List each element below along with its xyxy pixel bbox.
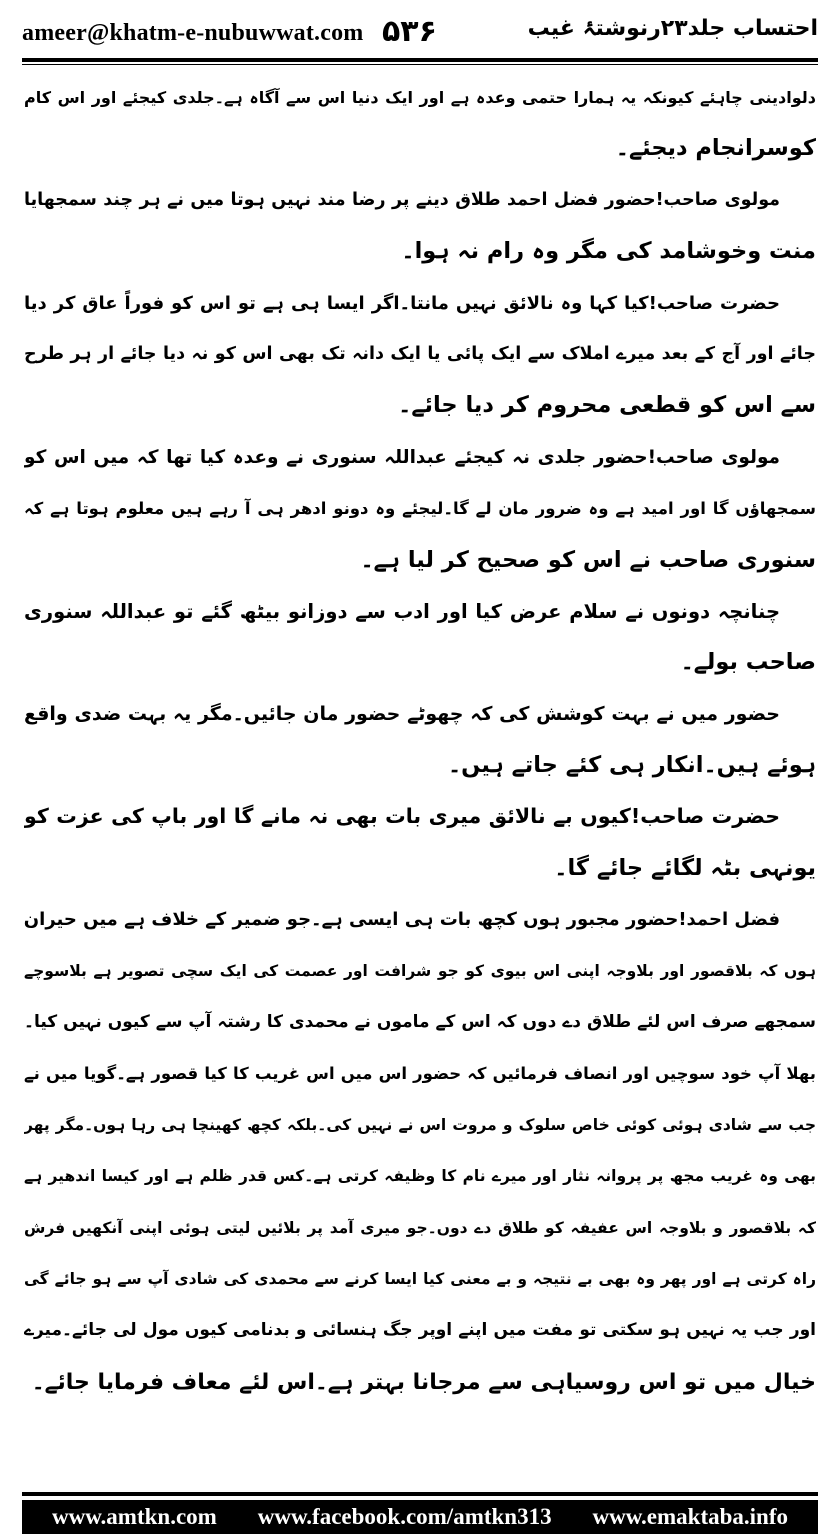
- text-line: راہ کرتی ہے اور پھر وہ بھی بے نتیجہ و بے معنی کیا ایسا کرنے سے محمدی کی شادی آپ سے ہو جائے گی: [24, 1269, 816, 1288]
- text-line: اور جب یہ نہیں ہو سکتی تو مفت میں اپنے اوپر جگ ہنسائی و بدنامی کیوں مول لی جائے۔میرے: [24, 1320, 816, 1341]
- text-line: خیال میں تو اس روسیاہی سے مرجانا بہتر ہے۔اس لئے معاف فرمایا جائے۔: [31, 1369, 816, 1395]
- text-line: صاحب بولے۔: [680, 649, 816, 676]
- text-line: چنانچہ دونوں نے سلام عرض کیا اور ادب سے دوزانو بیٹھ گئے تو عبداللہ سنوری: [24, 599, 780, 623]
- footer-rule: [22, 1492, 818, 1496]
- text-line: سنوری صاحب نے اس کو صحیح کر لیا ہے۔: [360, 546, 816, 573]
- footer-link-facebook[interactable]: www.facebook.com/amtkn313: [257, 1504, 552, 1529]
- header-email[interactable]: ameer@khatm-e-nubuwwat.com: [22, 20, 364, 46]
- text-line: کہ بلاقصور و بلاوجہ اس عفیفہ کو طلاق دے دوں۔جو میری آمد پر بلائیں لیتی ہوئی اپنی آنکھیں فرش: [24, 1218, 816, 1237]
- text-line: سمجھاؤں گا اور امید ہے وہ ضرور مان لے گا۔لیجئے وہ دونو ادھر ہی آ رہے ہیں معلوم ہوتا ہے کہ: [24, 499, 816, 519]
- text-line: ہوں کہ بلاقصور اور بلاوجہ اپنی اس بیوی کو جو شرافت اور عصمت کی ایک سچی تصویر ہے بلاسوچے: [24, 961, 816, 980]
- text-line: بھی وہ غریب مجھ پر پروانہ نثار اور میرے نام کا وظیفہ کرتی ہے۔کس قدر ظلم ہے اور کیسا اندھیر ہے: [24, 1167, 816, 1186]
- text-line: حضرت صاحب!کیا کہا وہ نالائق نہیں مانتا۔اگر ایسا ہی ہے تو اس کو فوراً عاق کر دیا: [24, 292, 780, 314]
- text-line: یونہی بٹہ لگائے جائے گا۔: [554, 854, 816, 881]
- page-header: [22, 14, 818, 54]
- text-line: جب سے شادی ہوئی کوئی خاص سلوک و مروت اس نے نہیں کی۔بلکہ کچھ کھینچا ہی رہا ہوں۔مگر پھر: [24, 1115, 816, 1134]
- text-line: سے اس کو قطعی محروم کر دیا جائے۔: [398, 392, 816, 419]
- text-line: دلوادینی چاہئے کیونکہ یہ ہمارا حتمی وعدہ ہے اور ایک دنیا اس سے آگاہ ہے۔جلدی کیجئے اور اس کام: [24, 88, 816, 107]
- footer-link-emaktaba[interactable]: www.emaktaba.info: [592, 1504, 788, 1529]
- text-line: حضور میں نے بہت کوشش کی کہ چھوٹے حضور مان جائیں۔مگر یہ بہت ضدی واقع: [24, 702, 780, 725]
- text-line: کوسرانجام دیجئے۔: [615, 135, 816, 162]
- footer-link-amtkn[interactable]: www.amtkn.com: [52, 1504, 217, 1529]
- book-title: احتساب جلد۲۳رنوشتۂ غیب: [527, 16, 818, 41]
- text-line: جائے اور آج کے بعد میرے املاک سے ایک پائی یا ایک دانہ تک بھی اس کو نہ دیا جائے ار ہر طرح: [24, 343, 816, 364]
- text-line: حضرت صاحب!کیوں بے نالائق میری بات بھی نہ مانے گا اور باپ کی عزت کو: [24, 804, 780, 829]
- footer-bar: [22, 1500, 818, 1534]
- text-line: مولوی صاحب!حضور فضل احمد طلاق دینے پر رضا مند نہیں ہوتا میں نے ہر چند سمجھایا: [24, 189, 780, 210]
- header-rule: [22, 58, 818, 62]
- text-line: سمجھے صرف اس لئے طلاق دے دوں کہ اس کے ماموں نے محمدی کا رشتہ آپ سے کیوں نہیں کیا۔: [24, 1012, 816, 1033]
- text-line: منت وخوشامد کی مگر وہ رام نہ ہوا۔: [401, 238, 816, 265]
- text-line: بھلا آپ خود سوچیں اور انصاف فرمائیں کہ حضور اس میں اس غریب کا کیا قصور ہے۔گویا میں نے: [24, 1064, 816, 1084]
- page-body: [24, 72, 816, 1472]
- text-line: ہوئے ہیں۔انکار ہی کئے جاتے ہیں۔: [447, 752, 816, 779]
- page-number: ۵۳۶: [382, 14, 437, 49]
- text-line: فضل احمد!حضور مجبور ہوں کچھ بات ہی ایسی ہے۔جو ضمیر کے خلاف ہے میں حیران: [24, 909, 780, 931]
- header-rule-thin: [22, 64, 818, 65]
- text-line: مولوی صاحب!حضور جلدی نہ کیجئے عبداللہ سنوری نے وعدہ کیا تھا کہ میں اس کو: [24, 446, 780, 468]
